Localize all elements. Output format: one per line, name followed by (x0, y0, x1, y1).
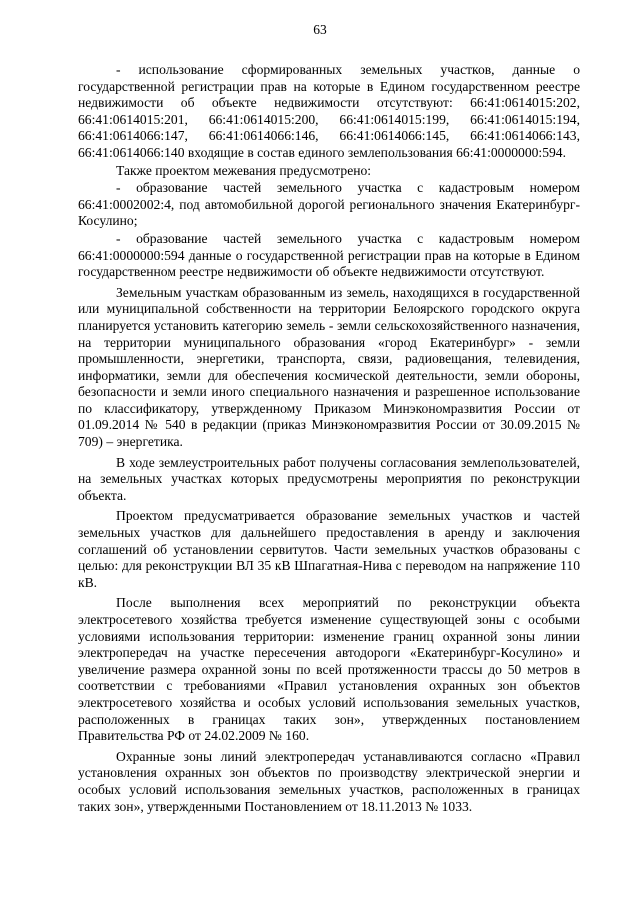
paragraph-lease-servitude: Проектом предусматривается образование земельных участков и частей земельных участков для дальнейшего предоставления в аренду и заключения соглашений об установлении сервитутов. Части земельных участков образованы с целью: для реконструкции ВЛ 35 кВ Шпагатная-Нива с переводом на напряжение 110 кВ. (78, 508, 580, 590)
page-number: 63 (313, 22, 327, 37)
document-body (78, 62, 580, 819)
paragraph-also-provided: Также проектом межевания предусмотрено: (116, 162, 372, 178)
paragraph-protection-zone-rules: Охранные зоны линий электропередач устанавливаются согласно «Правил установления охранных зон объектов по производству электрической энергии и особых условий использования земельных участков, расположенных в границах таких зон», утвержденными Постановлением от 18.11.2013 № 1033. (78, 748, 580, 814)
paragraph-land-category: Земельным участкам образованным из земель, находящихся в государственной или муниципальной собственности на территории Белоярского городского округа планируется установить категорию земель - земли сельскохозяйственного назначения, на территории муниципального образования «город Екатеринбург» - земли промышленности, энергетики, транспорта, связи, радиовещания, телевидения, информатики, земли для обеспечения космической деятельности, земли обороны, безопасности и земли иного специального назначения и разрешенное использование по классификатору, утвержденному Приказом Минэкономразвития России от 01.09.2014 № 540 в редакции (приказ Минэкономразвития России от 30.09.2015 № 709) – энергетика. (78, 284, 580, 450)
paragraph-parts-unified: - образование частей земельного участка с кадастровым номером 66:41:0000000:594 данные о государственной регистрации прав на которые в Едином государственном реестре недвижимости об объекте недвижимости отсутствуют. (78, 230, 580, 280)
paragraph-parts-road: - образование частей земельного участка с кадастровым номером 66:41:0002002:4, под автомобильной дорогой регионального значения Екатеринбург-Косулино; (78, 180, 580, 229)
paragraph-approvals: В ходе землеустроительных работ получены согласования землепользователей, на земельных участках которых предусмотрены мероприятия по реконструкции объекта. (78, 454, 580, 503)
paragraph-protection-zone-change: После выполнения всех мероприятий по реконструкции объекта электросетевого хозяйства требуется изменение существующей зоны с особыми условиями использования территории: изменение границ охранной зоны линии электропередач на участке пересечения автодороги «Екатеринбург-Косулино» и увеличение размера охранной зоны по всей протяженности трассы до 50 метров в соответствии с требованиями «Правил установления охранных зон объектов электросетевого хозяйства и особых условий использования земельных участков, расположенных в границах таких зон», утвержденных постановлением Правительства РФ от 24.02.2009 № 160. (78, 595, 580, 744)
paragraph-land-plots-list: - использование сформированных земельных участков, данные о государственной регистрации прав на которые в Едином государственном реестре недвижимости об объекте недвижимости отсутствуют: 66:41:0614015:202, 66:41:0614015:201, 66:41:0614015:200, 66:41:0614015:199, 66:41:0614015:194, 66:41:0614066:147, 66:41:0614066:146, 66:41:0614066:145, 66:41:0614066:143, 66:41:0614066:140 входящие в состав единого землепользования 66:41:0000000:594. (78, 62, 580, 160)
